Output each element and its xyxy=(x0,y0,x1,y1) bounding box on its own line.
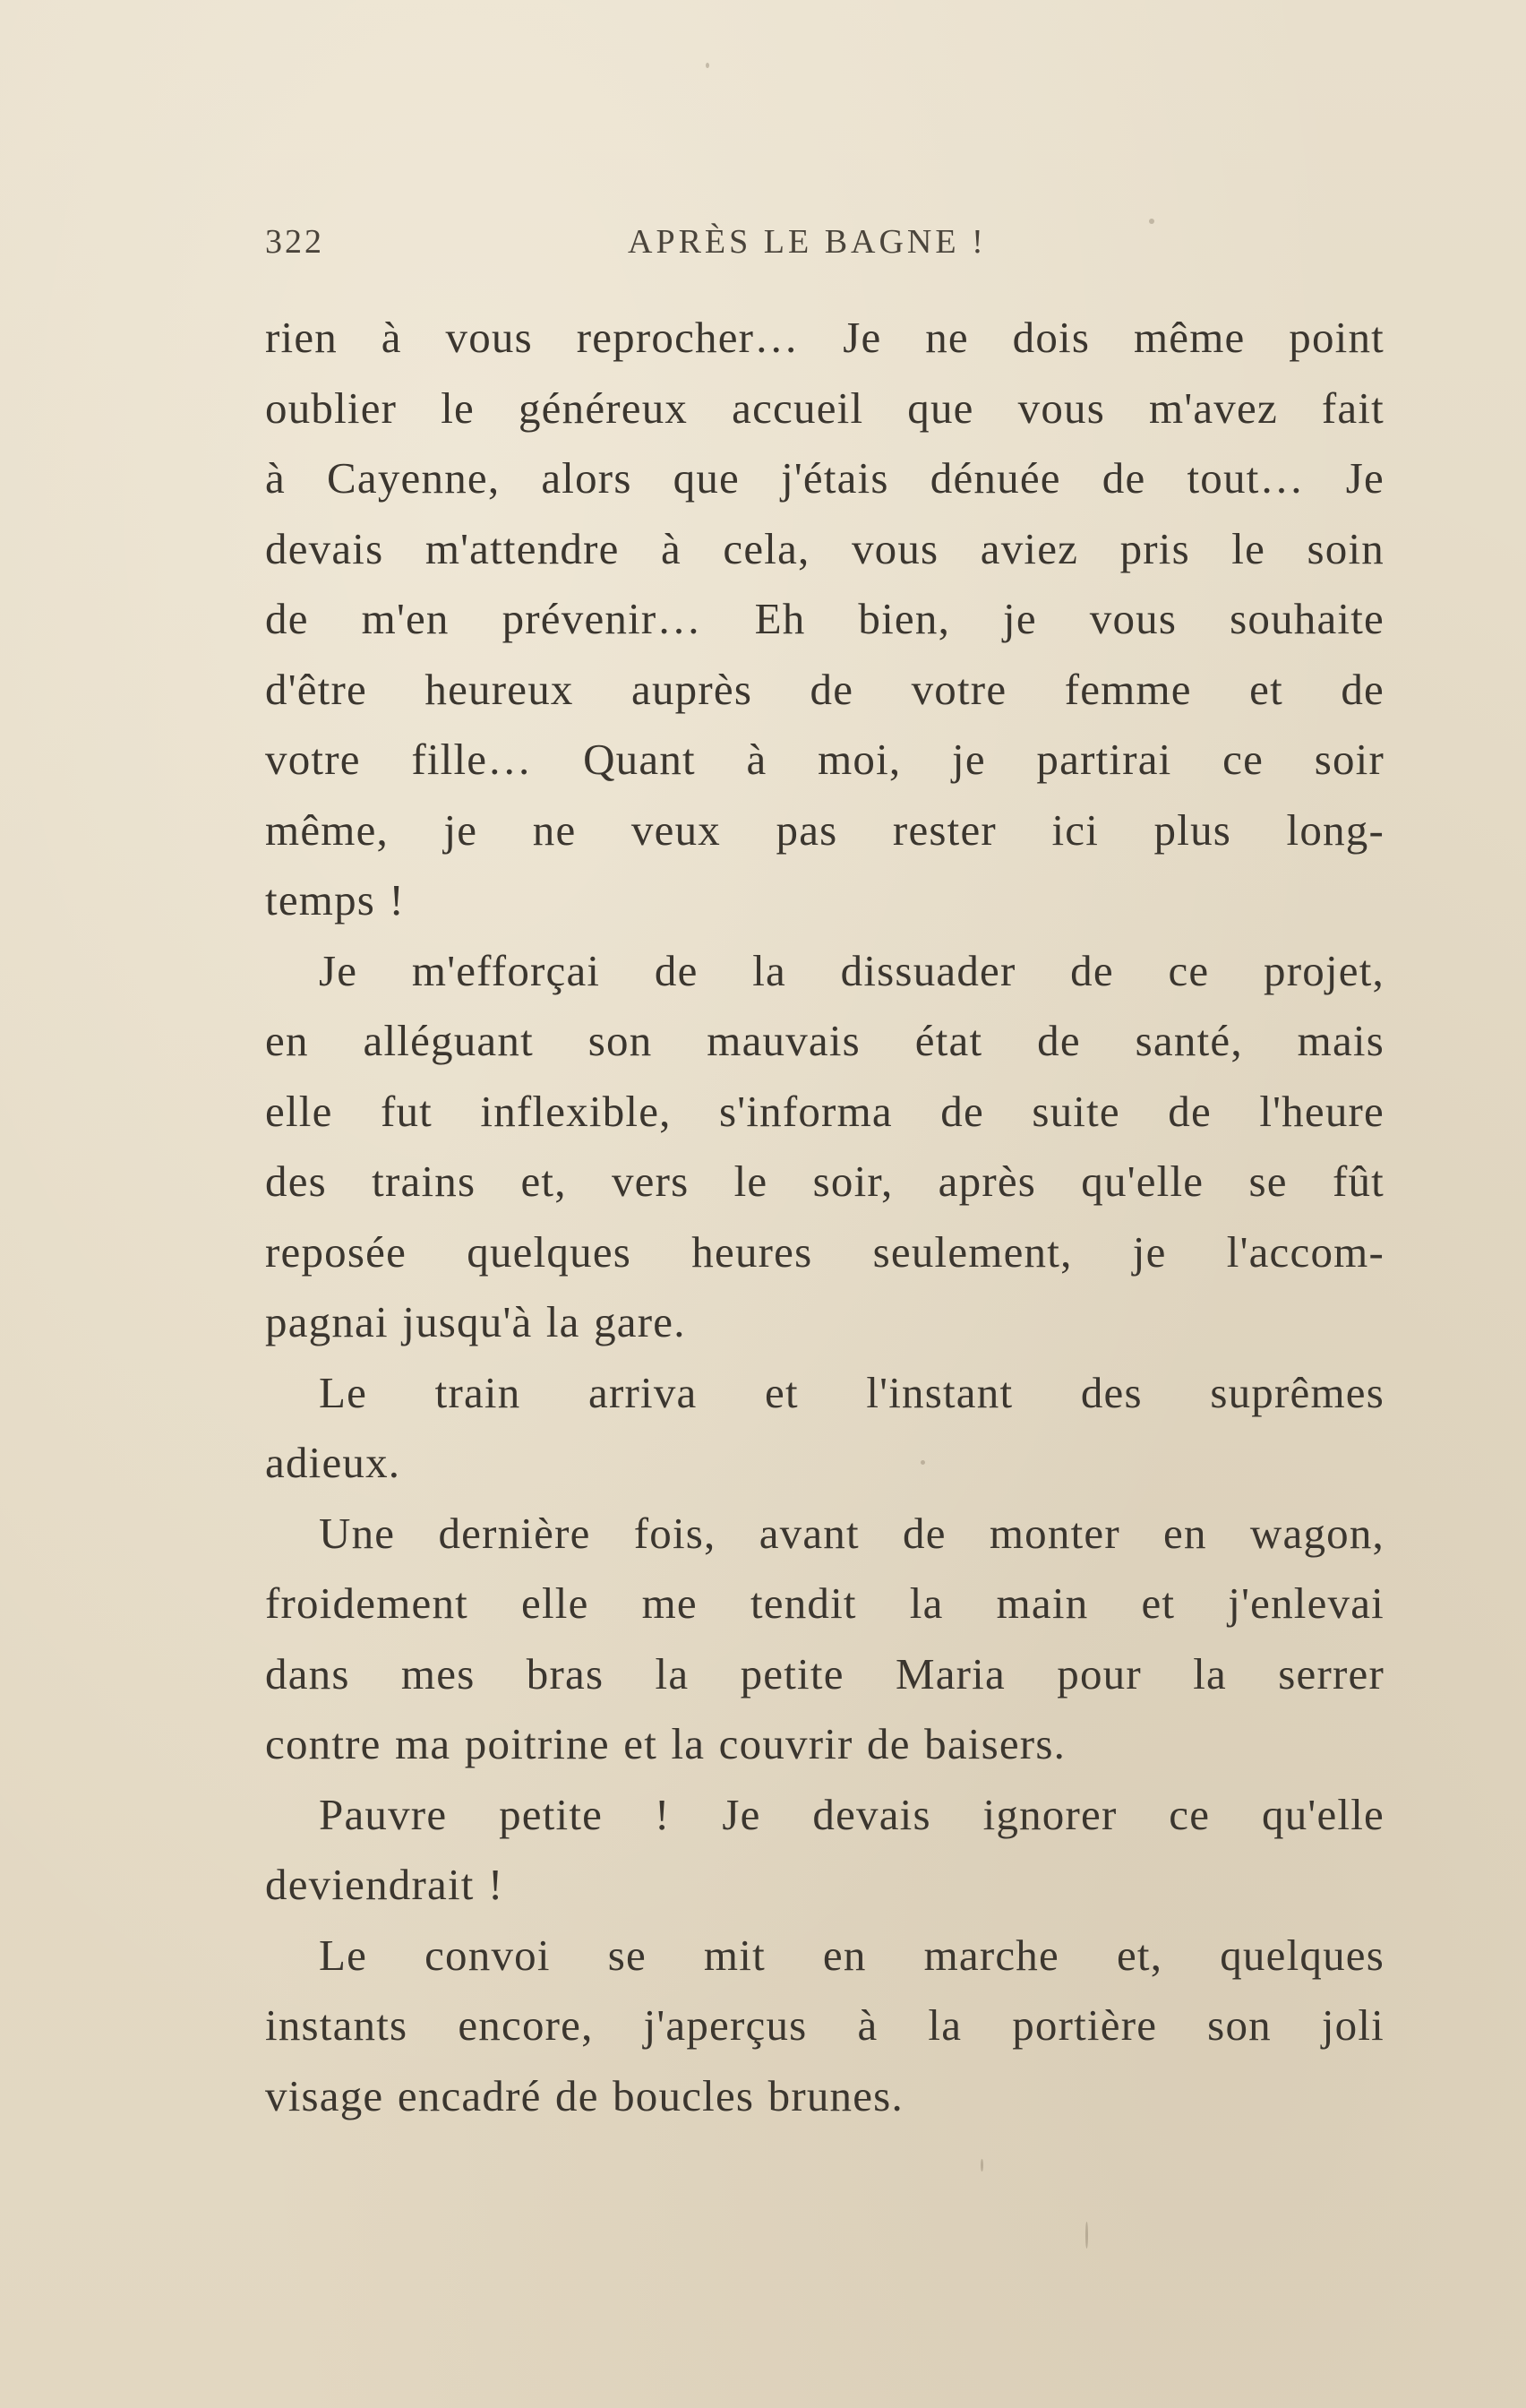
text-line: Pauvre petite ! Je devais ignorer ce qu'elle xyxy=(319,1789,1385,1839)
text-line: instants encore, j'aperçus à la portière son joli xyxy=(265,2000,1385,2050)
body-text xyxy=(265,303,1385,2131)
paper-speck xyxy=(706,63,709,68)
text-line: temps ! xyxy=(265,875,406,924)
text-line: devais m'attendre à cela, vous aviez pris le soin xyxy=(265,523,1385,573)
text-line: à Cayenne, alors que j'étais dénuée de tout… Je xyxy=(265,453,1385,503)
text-line: des trains et, vers le soir, après qu'elle se fût xyxy=(265,1157,1385,1206)
page-header xyxy=(265,222,1385,267)
text-line: rien à vous reprocher… Je ne dois même point xyxy=(265,313,1385,362)
text-line: Une dernière fois, avant de monter en wagon, xyxy=(319,1508,1385,1558)
text-line: Le train arriva et l'instant des suprêmes xyxy=(319,1367,1385,1417)
paper-speck xyxy=(981,2159,983,2172)
paper-speck xyxy=(1085,2222,1088,2249)
running-title: APRÈS LE BAGNE ! xyxy=(628,223,987,261)
text-line: en alléguant son mauvais état de santé, mais xyxy=(265,1016,1385,1065)
text-line: de m'en prévenir… Eh bien, je vous souhaite xyxy=(265,594,1385,643)
text-line: Le convoi se mit en marche et, quelques xyxy=(319,1930,1385,1980)
text-line: pagnai jusqu'à la gare. xyxy=(265,1297,686,1346)
page-number: 322 xyxy=(265,223,324,261)
text-line: deviendrait ! xyxy=(265,1860,504,1909)
text-line: dans mes bras la petite Maria pour la serrer xyxy=(265,1648,1385,1698)
text-line: froidement elle me tendit la main et j'enlevai xyxy=(265,1578,1385,1628)
paper-speck xyxy=(921,1460,925,1465)
text-line: d'être heureux auprès de votre femme et de xyxy=(265,664,1385,714)
text-line: même, je ne veux pas rester ici plus long- xyxy=(265,804,1385,855)
paper-speck xyxy=(1149,219,1154,224)
text-line: contre ma poitrine et la couvrir de baisers. xyxy=(265,1719,1067,1768)
text-line: reposée quelques heures seulement, je l'accom- xyxy=(265,1226,1385,1277)
text-line: Je m'efforçai de la dissuader de ce projet, xyxy=(319,945,1385,995)
text-line: visage encadré de boucles brunes. xyxy=(265,2070,904,2120)
text-line: oublier le généreux accueil que vous m'avez fait xyxy=(265,383,1385,433)
text-line: votre fille… Quant à moi, je partirai ce soir xyxy=(265,735,1385,784)
text-line: adieux. xyxy=(265,1438,401,1487)
text-line: elle fut inflexible, s'informa de suite de l'heure xyxy=(265,1086,1385,1136)
